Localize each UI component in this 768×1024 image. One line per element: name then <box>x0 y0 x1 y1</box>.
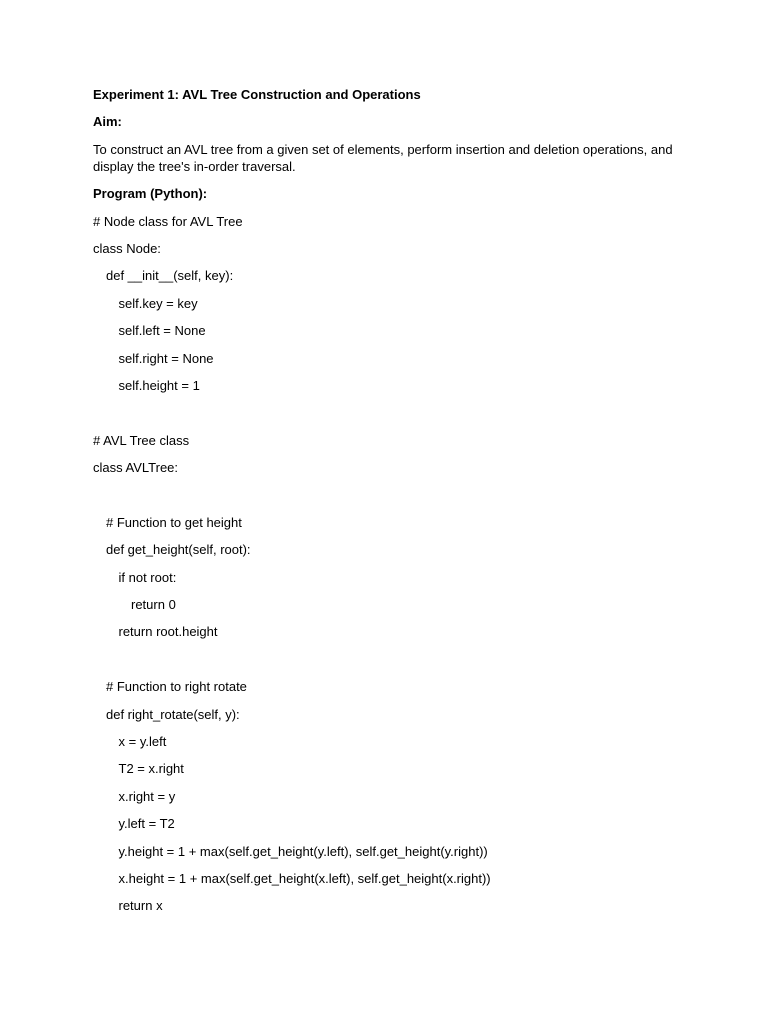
code-line: def right_rotate(self, y): <box>106 706 240 722</box>
blank-line <box>93 651 683 678</box>
code-line: self.left = None <box>118 323 206 339</box>
code-line: self.key = key <box>118 295 198 311</box>
blank-line <box>93 486 683 513</box>
code-line: x.height = 1 + max(self.get_height(x.left), self.get_height(x.right)) <box>118 870 491 886</box>
aim-heading: Aim: <box>93 114 122 130</box>
code-line: y.height = 1 + max(self.get_height(y.left), self.get_height(y.right)) <box>118 843 488 859</box>
code-line: y.left = T2 <box>118 816 175 832</box>
code-line: def get_height(self, root): <box>106 542 251 558</box>
code-line: class AVLTree: <box>93 460 179 476</box>
code-line: self.right = None <box>118 350 214 366</box>
code-line: return 0 <box>131 597 176 613</box>
code-line: return root.height <box>118 624 218 640</box>
code-line: T2 = x.right <box>118 761 184 777</box>
code-line: x.right = y <box>118 788 176 804</box>
code-line: return x <box>118 898 163 914</box>
code-line: x = y.left <box>118 733 167 749</box>
code-line: if not root: <box>118 569 177 585</box>
blank-line <box>93 404 683 431</box>
document-page <box>93 86 683 925</box>
code-block <box>93 213 683 915</box>
code-line: # Function to get height <box>106 514 242 530</box>
code-line: # Function to right rotate <box>106 679 247 695</box>
program-heading: Program (Python): <box>93 186 208 202</box>
code-line: # AVL Tree class <box>93 432 190 448</box>
code-line: self.height = 1 <box>118 377 200 393</box>
document-title: Experiment 1: AVL Tree Construction and Operations <box>93 87 421 102</box>
code-line: # Node class for AVL Tree <box>93 213 243 229</box>
aim-text: To construct an AVL tree from a given set of elements, perform insertion and deletion operations, and display the tree's in-order traversal. <box>93 141 673 174</box>
code-line: class Node: <box>93 240 161 256</box>
code-line: def __init__(self, key): <box>106 268 234 284</box>
